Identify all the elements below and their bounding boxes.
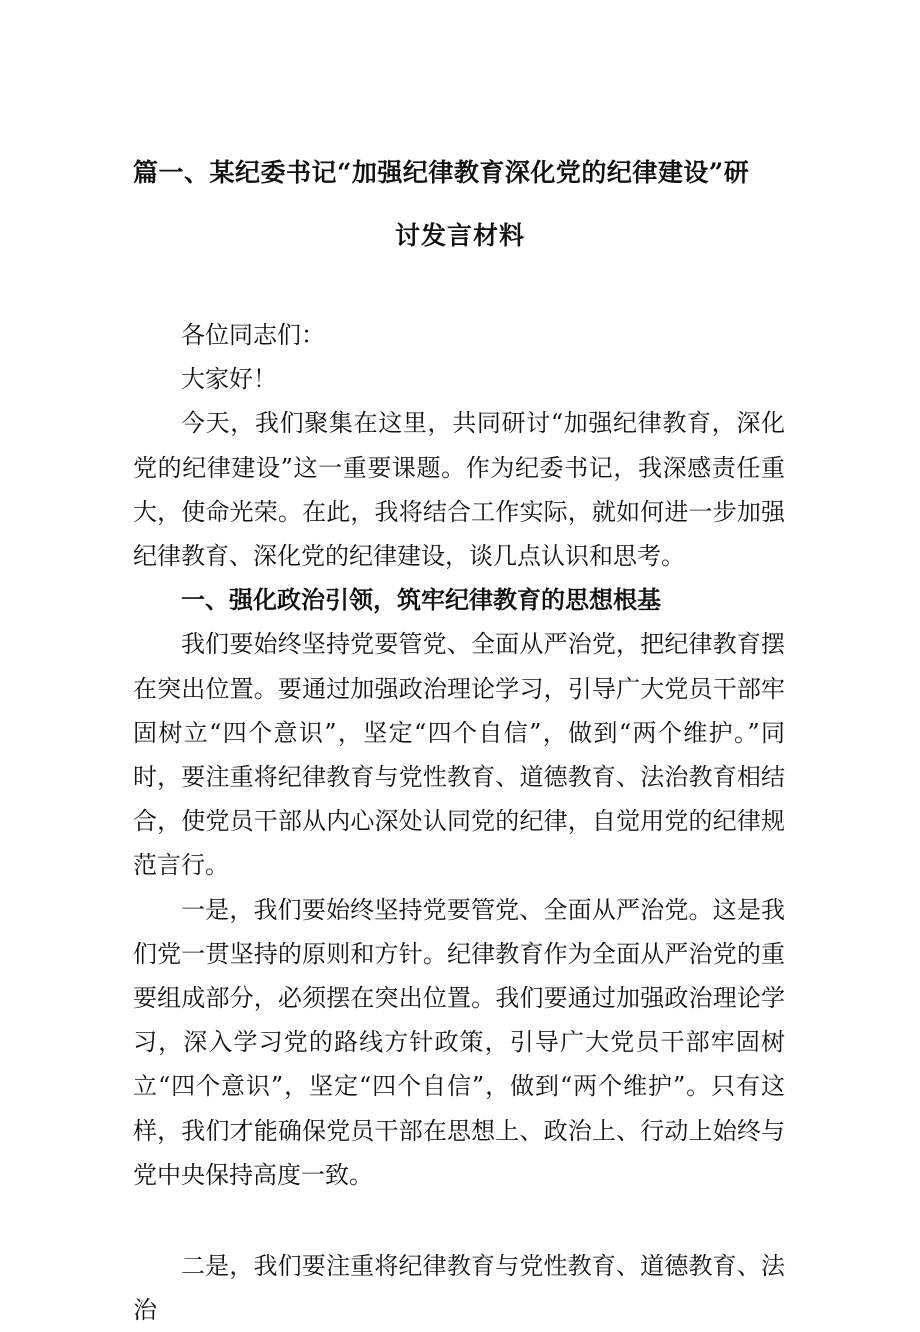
document-body — [133, 313, 785, 1332]
greeting: 各位同志们： — [181, 321, 325, 349]
point-2-paragraph: 二是，我们要注重将纪律教育与党性教育、道德教育、法治 — [133, 1252, 785, 1325]
document-title-line-1: 篇一、某纪委书记“加强纪律教育深化党的纪律建设”研 — [133, 158, 750, 187]
section-1-heading: 一、强化政治引领，筑牢纪律教育的思想根基 — [181, 585, 661, 615]
salutation: 大家好！ — [181, 365, 277, 394]
document-title-line-2: 讨发言材料 — [394, 221, 525, 250]
section-1-paragraph: 我们要始终坚持党要管党、全面从严治党，把纪律教育摆在突出位置。要通过加强政治理论学习，引导广大党员干部牢固树立“四个意识”，坚定“四个自信”，做到“两个维护。”同时，要注重将纪律教育与党性教育、道德教育、法治教育相结合，使党员干部从内心深处认同党的纪律，自觉用党的纪律规范言行。 — [133, 630, 785, 880]
point-1-paragraph: 一是，我们要始终坚持党要管党、全面从严治党。这是我们党一贯坚持的原则和方针。纪律教育作为全面从严治党的重要组成部分，必须摆在突出位置。我们要通过加强政治理论学习，深入学习党的路线方针政策，引导广大党员干部牢固树立“四个意识”，坚定“四个自信”，做到“两个维护”。只有这样，我们才能确保党员干部在思想上、政治上、行动上始终与党中央保持高度一致。 — [133, 895, 785, 1189]
intro-paragraph: 今天，我们聚集在这里，共同研讨“加强纪律教育，深化党的纪律建设”这一重要课题。作为纪委书记，我深感责任重大，使命光荣。在此，我将结合工作实际，就如何进一步加强纪律教育、深化党的纪律建设，谈几点认识和思考。 — [133, 409, 785, 571]
